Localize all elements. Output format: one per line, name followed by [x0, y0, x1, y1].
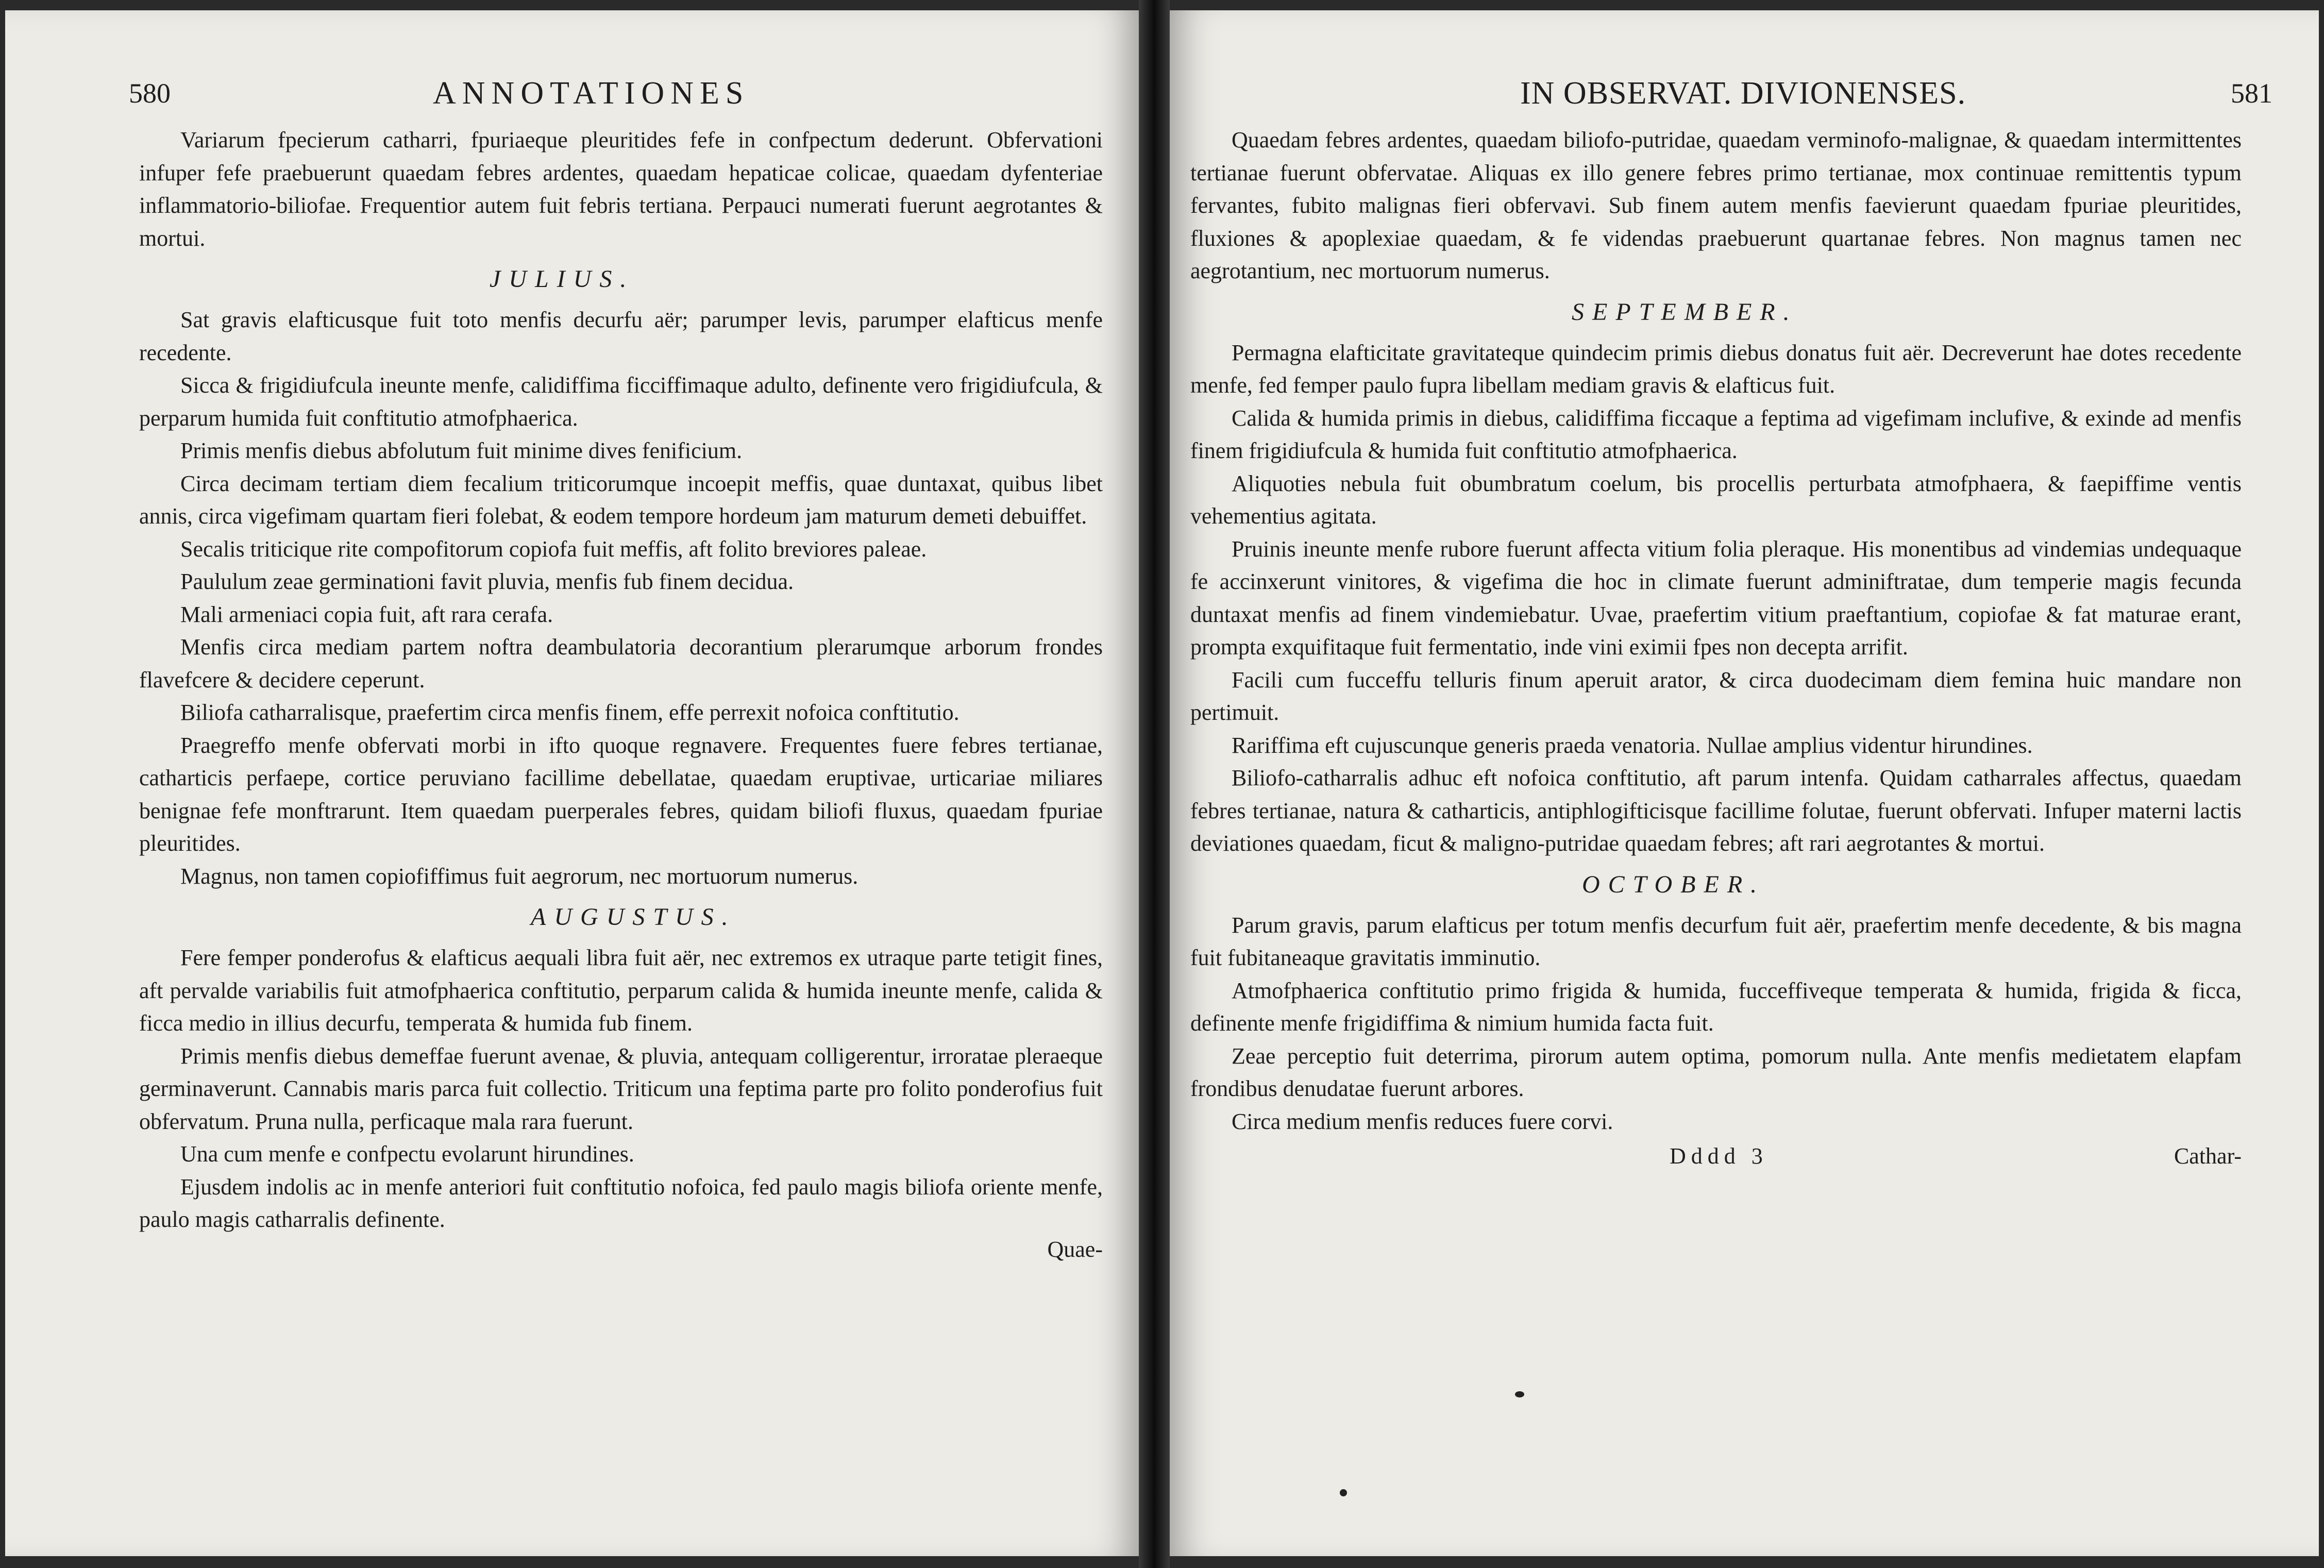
paragraph: Atmofphaerica conftitutio primo frigida & humida, fucceffiveque temperata & humida, frigida & ficca, definente menfe frigidiffima & nimium humida facta fuit. — [1190, 977, 2242, 1036]
paragraph: Secalis triticique rite compofitorum copiofa fuit meffis, aft folito breviores paleae. — [180, 536, 927, 562]
ink-speck — [1340, 1489, 1347, 1496]
paragraph: Magnus, non tamen copiofiffimus fuit aegrorum, nec mortuorum numerus. — [180, 863, 858, 889]
month-heading-september: SEPTEMBER. — [1572, 298, 1798, 326]
paragraph: Una cum menfe e confpectu evolarunt hirundines. — [180, 1141, 634, 1167]
paragraph: Quaedam febres ardentes, quaedam biliofo-putridae, quaedam verminofo-malignae, & quaedam intermittentes tertianae fuerunt obfervatae. Aliquas ex illo genere febres primo tertianae, mox continuae remittentis typum fervantes, fubito malignas fieri obfervavi. Sub finem autem menfis faevierunt quaedam fpuriae pleuritides, fluxiones & apoplexiae quaedam, & fe videndas praebuerunt quartanae febres. Non magnus tamen nec aegrotantium, nec mortuorum numerus. — [1190, 127, 2242, 283]
paragraph: Facili cum fucceffu telluris finum aperuit arator, & circa duodecimam diem femina huic mandare non pertimuit. — [1190, 667, 2242, 725]
paragraph: Pruinis ineunte menfe rubore fuerunt affecta vitium folia pleraque. His monentibus ad vindemias undequaque fe accinxerunt vinitores, & vigefima die hoc in climate fuerunt adminiftratae, dum temperie magis fecunda duntaxat menfis ad finem vindemiebatur. Uvae, praefertim vitium praeftantium, copiofae & fat maturae erant, prompta exquifitaque fuit fermentatio, inde vini eximii fpes non decepta arrifit. — [1190, 536, 2242, 660]
left-catchword: Quae- — [1047, 1236, 1103, 1262]
month-heading-julius: JULIUS. — [490, 265, 635, 293]
paragraph: Primis menfis diebus abfolutum fuit minime dives fenificium. — [180, 438, 743, 463]
left-footer — [139, 1236, 1103, 1269]
right-catchword: Cathar- — [2174, 1143, 2242, 1169]
paragraph: Biliofa catharralisque, praefertim circa menfis finem, effe perrexit nofoica conftitutio. — [180, 700, 959, 725]
paragraph: Calida & humida primis in diebus, calidiffima ficcaque a feptima ad vigefimam inclufive, & exinde ad menfis finem frigidiufcula & humida fuit conftitutio atmofphaerica. — [1190, 405, 2242, 463]
right-page — [1170, 10, 2319, 1556]
paragraph: Permagna elafticitate gravitateque quindecim primis diebus donatus fuit aër. Decreverunt hae dotes recedente menfe, fed femper paulo fupra libellam mediam gravis & elafticus fuit. — [1190, 340, 2242, 398]
left-page-number: 580 — [129, 78, 171, 109]
left-running-head — [129, 76, 1103, 124]
paragraph: Aliquoties nebula fuit obumbratum coelum, bis procellis perturbata atmofphaera, & faepiffime ventis vehementius agitata. — [1190, 470, 2242, 529]
paragraph: Ejusdem indolis ac in menfe anteriori fuit conftitutio nofoica, fed paulo magis biliofa oriente menfe, paulo magis catharralis definente. — [139, 1174, 1103, 1232]
right-footer — [1190, 1143, 2242, 1184]
paragraph: Menfis circa mediam partem noftra deambulatoria decorantium plerarumque arborum frondes flavefcere & decidere ceperunt. — [139, 634, 1103, 693]
paragraph: Primis menfis diebus demeffae fuerunt avenae, & pluvia, antequam colligerentur, irroratae pleraeque germinaverunt. Cannabis maris parca fuit collectio. Triticum una feptima parte pro folito ponderofius fuit obfervatum. Pruna nulla, perficaque mala rara fuerunt. — [139, 1043, 1103, 1134]
paragraph: Sat gravis elafticusque fuit toto menfis decurfu aër; parumper levis, parumper elafticus menfe recedente. — [139, 307, 1103, 365]
month-heading-augustus: AUGUSTUS. — [531, 903, 736, 931]
paragraph: Sicca & frigidiufcula ineunte menfe, calidiffima ficciffimaque adulto, definente vero frigidiufcula, & perparum humida fuit conftitutio atmofphaerica. — [139, 373, 1103, 431]
paragraph: Praegreffo menfe obfervati morbi in ifto quoque regnavere. Frequentes fuere febres tertianae, catharticis perfaepe, cortice peruviano facillime debellatae, quaedam eruptivae, urticariae miliares benignae fefe monftrarunt. Item quaedam puerperales febres, quidam biliofi fluxus, quaedam fpuriae pleuritides. — [139, 732, 1103, 856]
paragraph: Fere femper ponderofus & elafticus aequali libra fuit aër, nec extremos ex utraque parte tetigit fines, aft pervalde variabilis fuit atmofphaerica conftitutio, perparum calida & humida ineunte menfe, calida & ficca medio in illius decurfu, temperata & humida fub finem. — [139, 945, 1103, 1036]
paragraph: Mali armeniaci copia fuit, aft rara cerafa. — [180, 601, 553, 627]
paragraph: Zeae perceptio fuit deterrima, pirorum autem optima, pomorum nulla. Ante menfis medietatem elapfam frondibus denudatae fuerunt arbores. — [1190, 1043, 2242, 1101]
paragraph: Paululum zeae germinationi favit pluvia, menfis fub finem decidua. — [180, 569, 794, 594]
paragraph: Biliofo-catharralis adhuc eft nofoica conftitutio, aft parum intenfa. Quidam catharrales affectus, quaedam febres tertianae, natura & catharticis, antiphlogifticisque facillime folutae, fuerunt obfervati. Infuper materni lactis deviationes quaedam, ficut & maligno-putridae quaedam febres; aft rari aegrotantes & mortui. — [1190, 765, 2242, 856]
paragraph: Rariffima eft cujuscunque generis praeda venatoria. Nullae amplius videntur hirundines. — [1232, 732, 2033, 758]
paragraph: Variarum fpecierum catharri, fpuriaeque pleuritides fefe in confpectum dederunt. Obfervationi infuper fefe praebuerunt quaedam febres ardentes, quaedam hepaticae colicae, quaedam dyfenteriae inflammatorio-biliofae. Frequentior autem fuit febris tertiana. Perpauci numerati fuerunt aegrotantes & mortui. — [139, 127, 1103, 251]
month-heading-october: OCTOBER. — [1582, 870, 1765, 898]
right-running-head — [1190, 76, 2272, 124]
right-page-title: IN OBSERVAT. DIVIONENSES. — [1520, 76, 1966, 111]
printer-signature: Dddd 3 — [1670, 1143, 1768, 1169]
book-gutter — [1139, 0, 1170, 1568]
left-page — [5, 10, 1139, 1556]
right-page-number: 581 — [2231, 78, 2272, 109]
paragraph: Circa decimam tertiam diem fecalium triticorumque incoepit meffis, quae duntaxat, quibus libet annis, circa vigefimam quartam fieri folebat, & eodem tempore hordeum jam maturum demeti debuiffet. — [139, 470, 1103, 529]
paragraph: Parum gravis, parum elafticus per totum menfis decurfum fuit aër, praefertim menfe decedente, & bis magna fuit fubitaneaque gravitatis imminutio. — [1190, 912, 2242, 970]
paragraph: Circa medium menfis reduces fuere corvi. — [1232, 1108, 1613, 1134]
left-page-title: ANNOTATIONES — [433, 76, 750, 111]
ink-speck — [1515, 1391, 1524, 1397]
